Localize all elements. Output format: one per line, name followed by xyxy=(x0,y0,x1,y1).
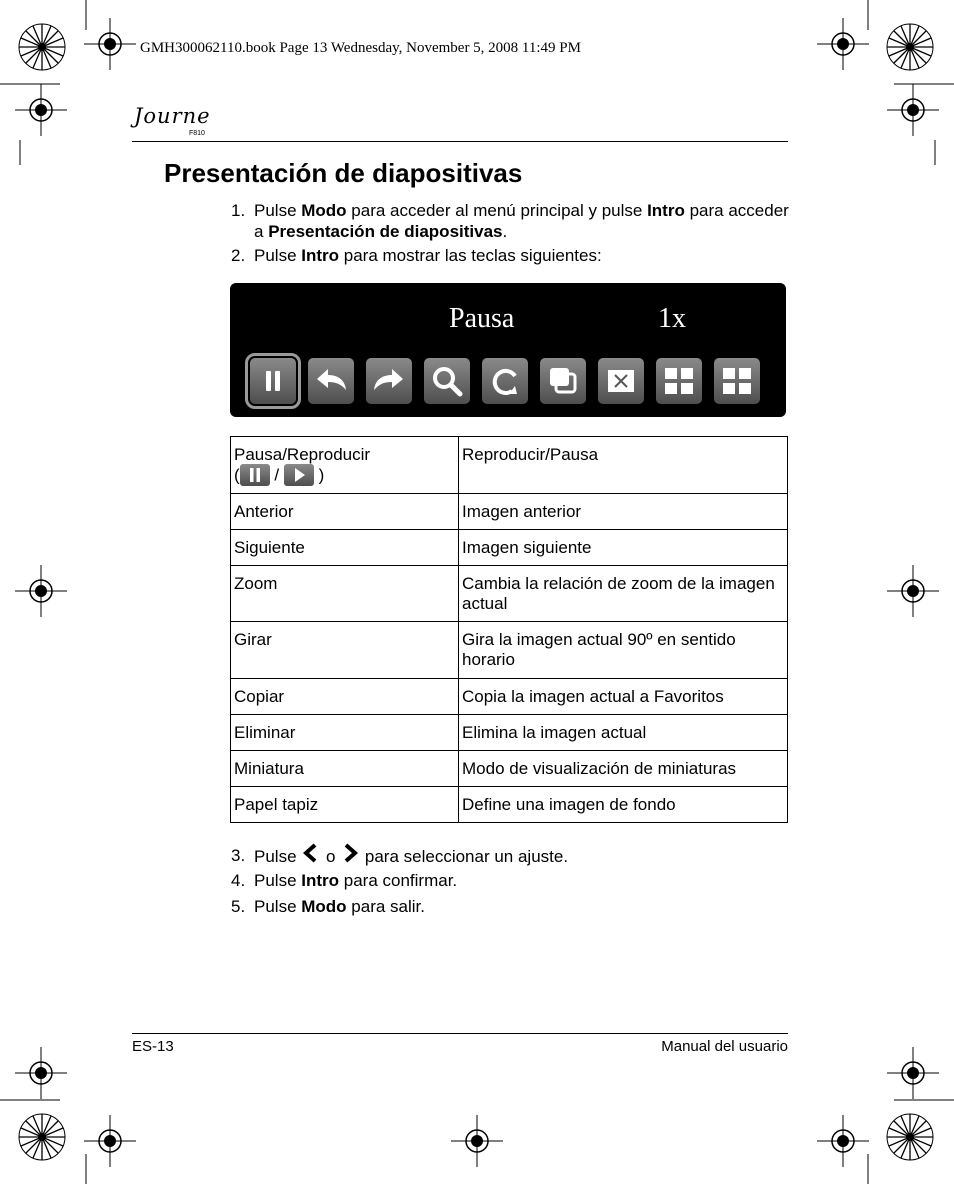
page-title: Presentación de diapositivas xyxy=(164,158,523,188)
page-number: ES-13 xyxy=(132,1038,174,1055)
step-number: 4. xyxy=(231,871,246,890)
key-cell: Miniatura xyxy=(231,751,459,787)
copy-button[interactable] xyxy=(540,358,586,404)
table-row xyxy=(231,787,788,823)
copy-icon xyxy=(546,364,580,398)
play-icon xyxy=(284,464,314,486)
table-row xyxy=(231,437,788,494)
table-row xyxy=(231,530,788,566)
forward-arrow-icon xyxy=(371,366,407,396)
key-cell: Pausa/Reproducir ( / ) xyxy=(231,437,459,494)
key-intro: Intro xyxy=(301,246,340,265)
description-cell: Reproducir/Pausa xyxy=(459,437,788,494)
description-cell: Cambia la relación de zoom de la imagen actual xyxy=(459,566,788,622)
step-text: Pulse o para seleccionar un ajuste. xyxy=(254,845,794,870)
step-number: 1. xyxy=(231,201,246,220)
table-row xyxy=(231,751,788,787)
key-function-table xyxy=(230,436,788,823)
delete-button[interactable] xyxy=(598,358,644,404)
key-intro: Intro xyxy=(647,201,685,220)
key-cell: Copiar xyxy=(231,679,459,715)
key-cell: Eliminar xyxy=(231,715,459,751)
magnifier-icon xyxy=(430,364,464,398)
rotate-button[interactable] xyxy=(482,358,528,404)
key-modo: Modo xyxy=(301,201,347,220)
header-rule xyxy=(132,141,788,142)
thumbnail-button[interactable] xyxy=(656,358,702,404)
playback-status: Pausa xyxy=(449,303,515,334)
table-row xyxy=(231,715,788,751)
pause-icon xyxy=(258,366,288,396)
wallpaper-grid-icon xyxy=(720,364,754,398)
zoom-button[interactable] xyxy=(424,358,470,404)
step-number: 3. xyxy=(231,846,246,865)
delete-icon xyxy=(604,364,638,398)
playback-speed: 1x xyxy=(658,303,686,334)
description-cell: Modo de visualización de miniaturas xyxy=(459,751,788,787)
pause-button[interactable] xyxy=(250,358,296,404)
table-row xyxy=(231,679,788,715)
key-cell: Siguiente xyxy=(231,530,459,566)
table-row xyxy=(231,622,788,679)
wallpaper-button[interactable] xyxy=(714,358,760,404)
description-cell: Imagen anterior xyxy=(459,494,788,530)
footer-rule xyxy=(132,1033,788,1034)
step-number: 5. xyxy=(231,897,246,916)
table-row xyxy=(231,494,788,530)
key-cell: Papel tapiz xyxy=(231,787,459,823)
step-text: Pulse Intro para mostrar las teclas siguientes: xyxy=(254,246,602,265)
description-cell: Define una imagen de fondo xyxy=(459,787,788,823)
step-number: 2. xyxy=(231,246,246,265)
previous-button[interactable] xyxy=(308,358,354,404)
step-text: Pulse Modo para salir. xyxy=(254,897,426,916)
key-intro: Intro xyxy=(301,871,340,890)
key-cell: Anterior xyxy=(231,494,459,530)
description-cell: Imagen siguiente xyxy=(459,530,788,566)
key-modo: Modo xyxy=(301,897,347,916)
step-text: Pulse Modo para acceder al menú principal y pulse Intro para acceder a Presentación de diapositivas. xyxy=(254,201,789,241)
step-text: Pulse Intro para confirmar. xyxy=(254,871,458,890)
pause-icon xyxy=(240,464,270,486)
thumbnail-grid-icon xyxy=(662,364,696,398)
next-button[interactable] xyxy=(366,358,412,404)
back-arrow-icon xyxy=(313,366,349,396)
journe-logo: Journe xyxy=(134,104,211,128)
description-cell: Gira la imagen actual 90º en sentido horario xyxy=(459,622,788,679)
chevron-left-icon xyxy=(301,843,321,868)
chevron-right-icon xyxy=(340,843,360,868)
description-cell: Elimina la imagen actual xyxy=(459,715,788,751)
print-info-header: GMH300062110.book Page 13 Wednesday, November 5, 2008 11:49 PM xyxy=(140,40,581,56)
model-label: F810 xyxy=(189,130,205,137)
description-cell: Copia la imagen actual a Favoritos xyxy=(459,679,788,715)
manual-title: Manual del usuario xyxy=(661,1038,788,1055)
slideshow-control-panel xyxy=(230,283,786,417)
table-row xyxy=(231,566,788,622)
key-cell: Girar xyxy=(231,622,459,679)
rotate-icon xyxy=(488,364,522,398)
key-cell: Zoom xyxy=(231,566,459,622)
menu-slideshow: Presentación de diapositivas xyxy=(268,222,503,241)
